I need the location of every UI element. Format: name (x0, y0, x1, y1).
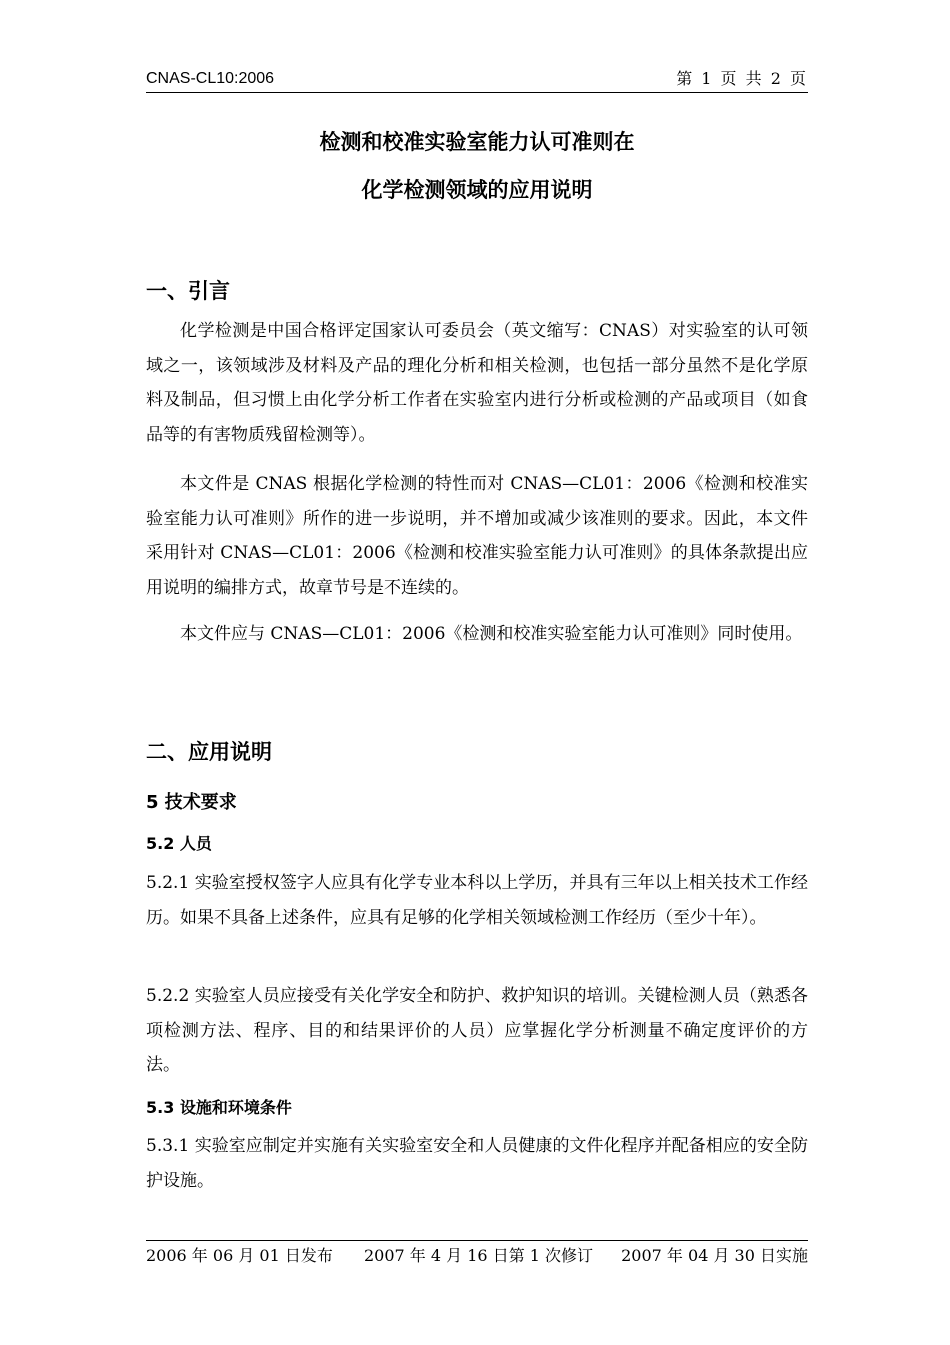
page-header (146, 66, 808, 93)
effective-date: 2007 年 04 月 30 日实施 (621, 1246, 808, 1265)
section-heading-introduction: 一、引言 (146, 279, 230, 303)
intro-paragraph-1: 化学检测是中国合格评定国家认可委员会（英文缩写：CNAS）对实验室的认可领域之一，该领域涉及材料及产品的理化分析和相关检测，也包括一部分虽然不是化学原料及制品，但习惯上由化学分析工作者在实验室内进行分析或检测的产品或项目（如食品等的有害物质残留检测等）。 (146, 321, 808, 445)
revision-date: 2007 年 4 月 16 日第 1 次修订 (364, 1246, 594, 1265)
page-number: 第 1 页 共 2 页 (676, 69, 808, 88)
document-title-line-1: 检测和校准实验室能力认可准则在 (319, 130, 635, 154)
document-title-line-2: 化学检测领域的应用说明 (361, 178, 593, 202)
page-footer (146, 1240, 808, 1271)
clause-5-3-1: 5.3.1 实验室应制定并实施有关实验室安全和人员健康的文件化程序并配备相应的安全防护设施。 (146, 1136, 808, 1191)
document-code: CNAS-CL10:2006 (146, 70, 275, 87)
intro-paragraph-2: 本文件是 CNAS 根据化学检测的特性而对 CNAS—CL01：2006《检测和校准实验室能力认可准则》所作的进一步说明，并不增加或减少该准则的要求。因此，本文件采用针对 CNAS—CL01：2006《检测和校准实验室能力认可准则》的具体条款提出应用说明的编排方式，故章节号是不连续的。 (146, 474, 808, 598)
clause-5-2-1: 5.2.1 实验室授权签字人应具有化学专业本科以上学历，并具有三年以上相关技术工作经历。如果不具备上述条件，应具有足够的化学相关领域检测工作经历（至少十年）。 (146, 873, 808, 928)
clause-heading-facilities: 5.3 设施和环境条件 (146, 1098, 292, 1117)
issue-date: 2006 年 06 月 01 日发布 (146, 1246, 333, 1265)
section-heading-application: 二、应用说明 (146, 740, 272, 764)
clause-heading-personnel: 5.2 人员 (146, 834, 212, 853)
document-page (146, 0, 808, 1345)
clause-5-2-2: 5.2.2 实验室人员应接受有关化学安全和防护、救护知识的培训。关键检测人员（熟悉各项检测方法、程序、目的和结果评价的人员）应掌握化学分析测量不确定度评价的方法。 (146, 986, 808, 1075)
subsection-heading-technical-requirements: 5 技术要求 (146, 792, 237, 813)
intro-paragraph-3: 本文件应与 CNAS—CL01：2006《检测和校准实验室能力认可准则》同时使用。 (180, 624, 803, 644)
